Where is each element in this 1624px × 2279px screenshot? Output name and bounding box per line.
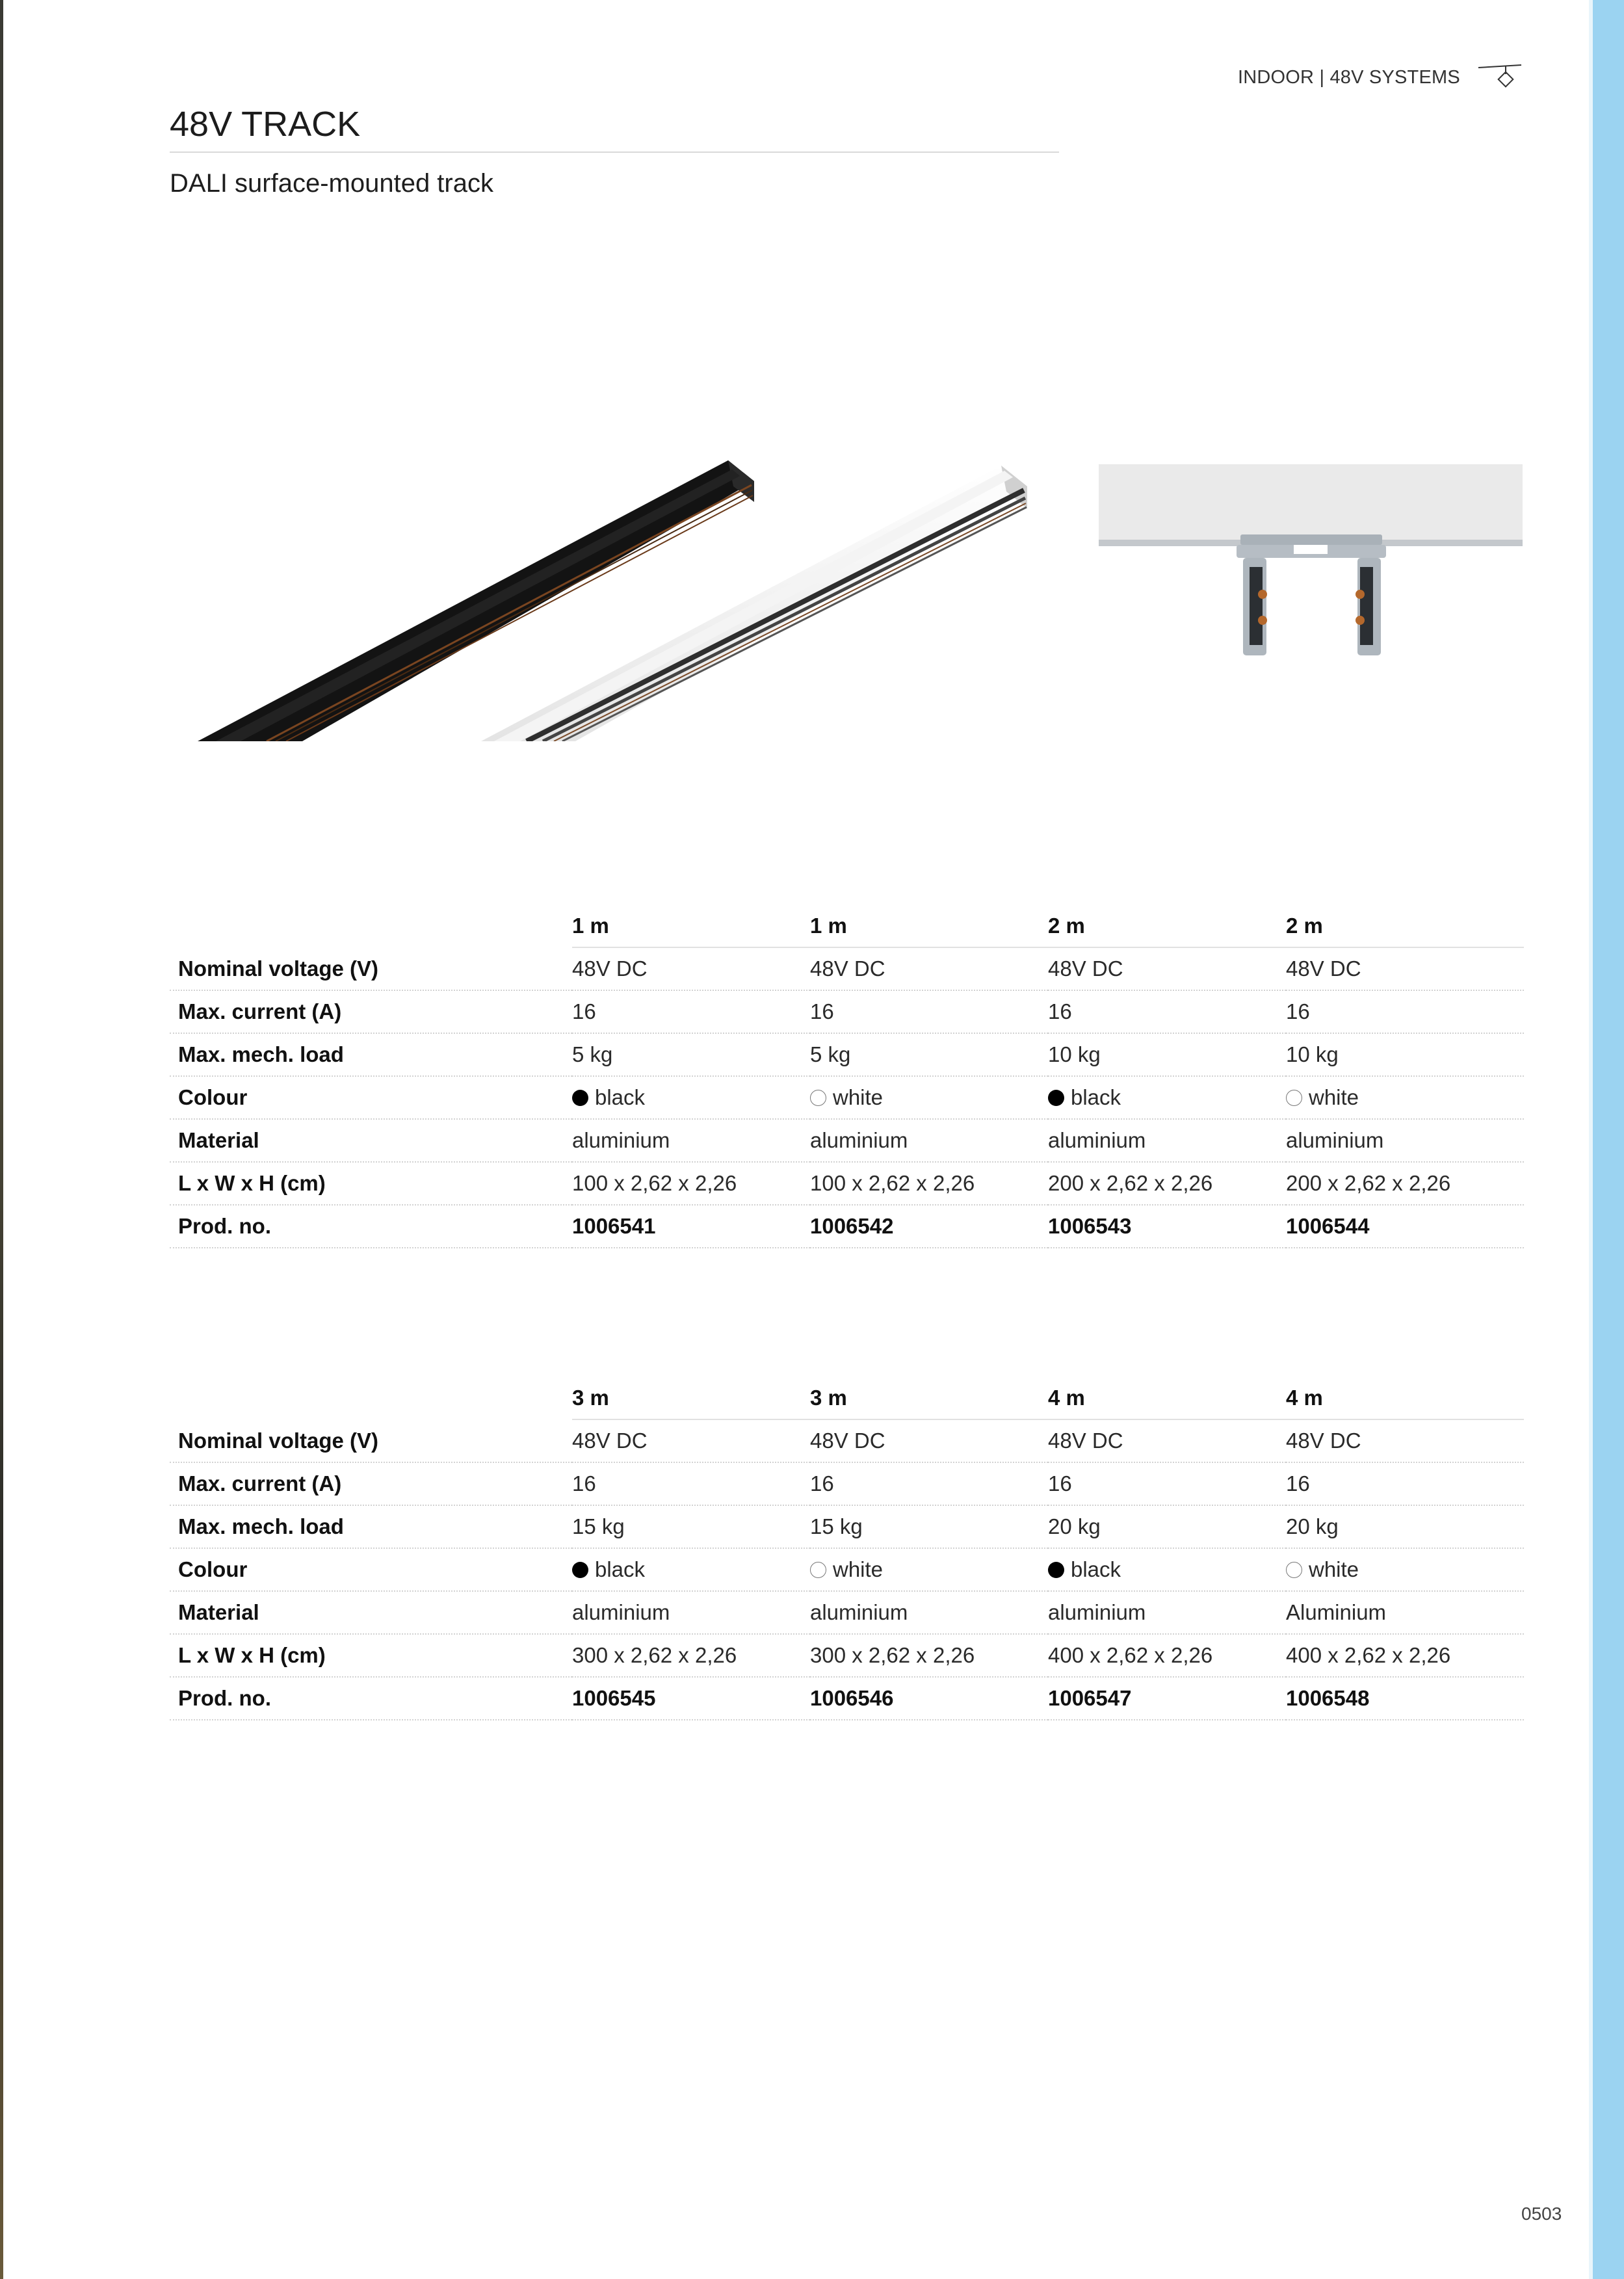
table-row bbox=[170, 1119, 1524, 1162]
row-label-load: Max. mech. load bbox=[170, 1033, 572, 1076]
colour-cell bbox=[810, 1076, 1048, 1119]
material-value: aluminium bbox=[572, 1591, 810, 1634]
black-swatch-icon bbox=[572, 1562, 588, 1578]
page-number: 0503 bbox=[1521, 2204, 1562, 2224]
row-label-material: Material bbox=[170, 1591, 572, 1634]
product-number: 1006544 bbox=[1286, 1205, 1524, 1248]
current-value: 16 bbox=[810, 1462, 1048, 1505]
dimensions-value: 300 x 2,62 x 2,26 bbox=[572, 1634, 810, 1677]
current-value: 16 bbox=[572, 990, 810, 1033]
load-value: 15 kg bbox=[572, 1505, 810, 1548]
row-label-voltage: Nominal voltage (V) bbox=[170, 1419, 572, 1462]
voltage-value: 48V DC bbox=[810, 947, 1048, 990]
table-row bbox=[170, 990, 1524, 1033]
colour-value: white bbox=[833, 1557, 884, 1581]
colour-value: black bbox=[1071, 1085, 1121, 1109]
spec-table-1m-2m bbox=[170, 905, 1524, 1248]
voltage-value: 48V DC bbox=[1286, 1419, 1524, 1462]
dimensions-value: 200 x 2,62 x 2,26 bbox=[1048, 1162, 1286, 1205]
dimensions-value: 400 x 2,62 x 2,26 bbox=[1286, 1634, 1524, 1677]
colour-value: black bbox=[595, 1085, 646, 1109]
voltage-value: 48V DC bbox=[1048, 947, 1286, 990]
row-label-current: Max. current (A) bbox=[170, 990, 572, 1033]
dimensions-value: 300 x 2,62 x 2,26 bbox=[810, 1634, 1048, 1677]
current-value: 16 bbox=[810, 990, 1048, 1033]
current-value: 16 bbox=[1286, 990, 1524, 1033]
table-row bbox=[170, 1033, 1524, 1076]
colour-value: black bbox=[1071, 1557, 1121, 1581]
table-row bbox=[170, 1591, 1524, 1634]
product-number: 1006546 bbox=[810, 1677, 1048, 1720]
load-value: 10 kg bbox=[1048, 1033, 1286, 1076]
spec-table-3m-4m bbox=[170, 1377, 1524, 1720]
material-value: aluminium bbox=[810, 1119, 1048, 1162]
white-swatch-icon bbox=[1286, 1090, 1302, 1106]
table-row bbox=[170, 1076, 1524, 1119]
table-row bbox=[170, 1462, 1524, 1505]
colour-cell bbox=[572, 1548, 810, 1591]
load-value: 15 kg bbox=[810, 1505, 1048, 1548]
current-value: 16 bbox=[572, 1462, 810, 1505]
table-row bbox=[170, 1505, 1524, 1548]
voltage-value: 48V DC bbox=[572, 947, 810, 990]
colour-value: white bbox=[1309, 1557, 1359, 1581]
voltage-value: 48V DC bbox=[810, 1419, 1048, 1462]
current-value: 16 bbox=[1048, 990, 1286, 1033]
length-header: 3 m bbox=[572, 1377, 810, 1419]
material-value: aluminium bbox=[810, 1591, 1048, 1634]
load-value: 10 kg bbox=[1286, 1033, 1524, 1076]
colour-cell bbox=[1286, 1076, 1524, 1119]
table-row bbox=[170, 1162, 1524, 1205]
page-subtitle: DALI surface-mounted track bbox=[170, 169, 493, 198]
section-label: INDOOR | 48V SYSTEMS bbox=[1238, 67, 1460, 88]
white-swatch-icon bbox=[810, 1562, 826, 1578]
material-value: aluminium bbox=[572, 1119, 810, 1162]
length-header: 2 m bbox=[1048, 905, 1286, 947]
page-title: 48V TRACK bbox=[170, 105, 361, 144]
dimensions-value: 100 x 2,62 x 2,26 bbox=[810, 1162, 1048, 1205]
length-header: 1 m bbox=[810, 905, 1048, 947]
current-value: 16 bbox=[1048, 1462, 1286, 1505]
header-blank-cell bbox=[170, 1377, 572, 1419]
product-number: 1006548 bbox=[1286, 1677, 1524, 1720]
track-cross-section-drawing bbox=[1099, 463, 1523, 665]
length-header: 4 m bbox=[1286, 1377, 1524, 1419]
colour-value: white bbox=[833, 1085, 884, 1109]
table-row bbox=[170, 1419, 1524, 1462]
row-label-load: Max. mech. load bbox=[170, 1505, 572, 1548]
black-swatch-icon bbox=[1048, 1562, 1064, 1578]
track-spotlight-icon bbox=[1477, 62, 1524, 95]
table-row bbox=[170, 1205, 1524, 1248]
product-number: 1006543 bbox=[1048, 1205, 1286, 1248]
table-row bbox=[170, 1677, 1524, 1720]
title-divider bbox=[170, 151, 1059, 153]
voltage-value: 48V DC bbox=[1048, 1419, 1286, 1462]
header-blank-cell bbox=[170, 905, 572, 947]
colour-value: black bbox=[595, 1557, 646, 1581]
table-header-row bbox=[170, 905, 1524, 947]
voltage-value: 48V DC bbox=[572, 1419, 810, 1462]
row-label-colour: Colour bbox=[170, 1076, 572, 1119]
load-value: 5 kg bbox=[810, 1033, 1048, 1076]
black-swatch-icon bbox=[572, 1090, 588, 1106]
page-edge bbox=[0, 0, 3, 2279]
accent-stripe bbox=[1589, 0, 1624, 2279]
row-label-product-number: Prod. no. bbox=[170, 1677, 572, 1720]
length-header: 4 m bbox=[1048, 1377, 1286, 1419]
colour-cell bbox=[1286, 1548, 1524, 1591]
colour-cell bbox=[1048, 1076, 1286, 1119]
voltage-value: 48V DC bbox=[1286, 947, 1524, 990]
white-swatch-icon bbox=[810, 1090, 826, 1106]
track-product-photo bbox=[189, 449, 1047, 741]
table-row bbox=[170, 1548, 1524, 1591]
length-header: 1 m bbox=[572, 905, 810, 947]
load-value: 20 kg bbox=[1286, 1505, 1524, 1548]
row-label-dimensions: L x W x H (cm) bbox=[170, 1634, 572, 1677]
table-row bbox=[170, 1634, 1524, 1677]
length-header: 2 m bbox=[1286, 905, 1524, 947]
black-swatch-icon bbox=[1048, 1090, 1064, 1106]
row-label-dimensions: L x W x H (cm) bbox=[170, 1162, 572, 1205]
dimensions-value: 100 x 2,62 x 2,26 bbox=[572, 1162, 810, 1205]
length-header: 3 m bbox=[810, 1377, 1048, 1419]
row-label-product-number: Prod. no. bbox=[170, 1205, 572, 1248]
material-value: aluminium bbox=[1048, 1119, 1286, 1162]
row-label-current: Max. current (A) bbox=[170, 1462, 572, 1505]
white-swatch-icon bbox=[1286, 1562, 1302, 1578]
colour-cell bbox=[810, 1548, 1048, 1591]
product-number: 1006547 bbox=[1048, 1677, 1286, 1720]
table-header-row bbox=[170, 1377, 1524, 1419]
material-value: aluminium bbox=[1048, 1591, 1286, 1634]
row-label-material: Material bbox=[170, 1119, 572, 1162]
material-value: aluminium bbox=[1286, 1119, 1524, 1162]
product-number: 1006545 bbox=[572, 1677, 810, 1720]
row-label-voltage: Nominal voltage (V) bbox=[170, 947, 572, 990]
dimensions-value: 200 x 2,62 x 2,26 bbox=[1286, 1162, 1524, 1205]
row-label-colour: Colour bbox=[170, 1548, 572, 1591]
dimensions-value: 400 x 2,62 x 2,26 bbox=[1048, 1634, 1286, 1677]
current-value: 16 bbox=[1286, 1462, 1524, 1505]
product-number: 1006542 bbox=[810, 1205, 1048, 1248]
colour-cell bbox=[1048, 1548, 1286, 1591]
load-value: 20 kg bbox=[1048, 1505, 1286, 1548]
table-row bbox=[170, 947, 1524, 990]
product-number: 1006541 bbox=[572, 1205, 810, 1248]
material-value: Aluminium bbox=[1286, 1591, 1524, 1634]
load-value: 5 kg bbox=[572, 1033, 810, 1076]
colour-value: white bbox=[1309, 1085, 1359, 1109]
colour-cell bbox=[572, 1076, 810, 1119]
